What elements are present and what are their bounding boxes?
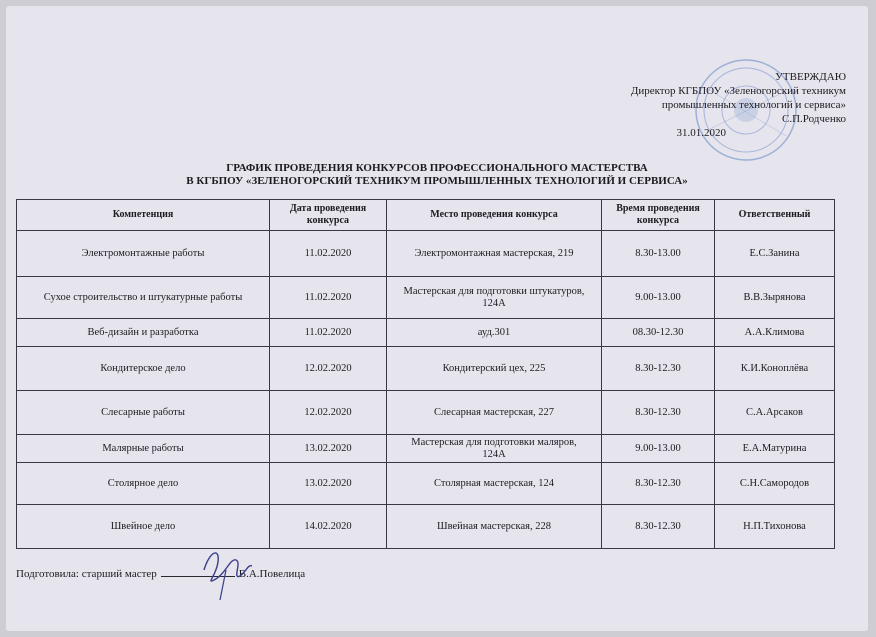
schedule-table [16, 199, 835, 549]
approval-heading: УТВЕРЖДАЮ [775, 71, 846, 83]
cell-responsible: В.В.Зырянова [715, 277, 835, 319]
cell-responsible: Е.С.Занина [715, 231, 835, 277]
header-date: Дата проведения конкурса [270, 200, 387, 231]
approval-line-1: Директор КГБПОУ «Зеленогорский техникум [630, 85, 846, 97]
cell-competence: Веб-дизайн и разработка [17, 319, 270, 347]
cell-place: Столярная мастерская, 124 [387, 463, 602, 505]
title-line-2: В КГБПОУ «ЗЕЛЕНОГОРСКИЙ ТЕХНИКУМ ПРОМЫШЛЕННЫХ ТЕХНОЛОГИЙ И СЕРВИСА» [186, 175, 688, 187]
cell-competence: Сухое строительство и штукатурные работы [17, 277, 270, 319]
cell-responsible: К.И.Коноплёва [715, 347, 835, 391]
cell-place: Мастерская для подготовки штукатуров, 124А [387, 277, 602, 319]
cell-responsible: А.А.Климова [715, 319, 835, 347]
approval-block [546, 70, 846, 140]
cell-competence: Электромонтажные работы [17, 231, 270, 277]
cell-place: Электромонтажная мастерская, 219 [387, 231, 602, 277]
cell-time: 8.30-12.30 [602, 347, 715, 391]
header-place: Место проведения конкурса [387, 200, 602, 231]
document-page [6, 6, 868, 631]
cell-place: Кондитерский цех, 225 [387, 347, 602, 391]
approval-line-2: промышленных технологий и сервиса» [661, 99, 846, 111]
approval-signer: С.П.Родченко [782, 113, 846, 125]
handwritten-signature [196, 540, 260, 604]
cell-date: 12.02.2020 [270, 347, 387, 391]
cell-responsible: С.А.Арсаков [715, 391, 835, 435]
cell-competence: Швейное дело [17, 505, 270, 549]
document-title [6, 162, 868, 188]
title-line-1: ГРАФИК ПРОВЕДЕНИЯ КОНКУРСОВ ПРОФЕССИОНАЛЬНОГО МАСТЕРСТВА [226, 162, 648, 174]
cell-competence: Малярные работы [17, 435, 270, 463]
cell-competence: Столярное дело [17, 463, 270, 505]
header-time: Время проведения конкурса [602, 200, 715, 231]
cell-date: 11.02.2020 [270, 231, 387, 277]
prepared-name: В.А.Повелица [238, 568, 306, 580]
cell-date: 12.02.2020 [270, 391, 387, 435]
cell-time: 8.30-13.00 [602, 231, 715, 277]
table-row [17, 435, 835, 463]
table-row [17, 231, 835, 277]
cell-time: 9.00-13.00 [602, 277, 715, 319]
prepared-label: Подготовила: старший мастер [16, 568, 157, 580]
cell-time: 08.30-12.30 [602, 319, 715, 347]
cell-responsible: Н.П.Тихонова [715, 505, 835, 549]
table-row [17, 277, 835, 319]
table-row [17, 347, 835, 391]
cell-time: 8.30-12.30 [602, 391, 715, 435]
cell-place: Мастерская для подготовки маляров, 124А [387, 435, 602, 463]
cell-time: 8.30-12.30 [602, 505, 715, 549]
cell-date: 14.02.2020 [270, 505, 387, 549]
cell-date: 13.02.2020 [270, 435, 387, 463]
cell-place: Слесарная мастерская, 227 [387, 391, 602, 435]
table-header-row [17, 200, 835, 231]
prepared-by [16, 566, 305, 580]
cell-competence: Слесарные работы [17, 391, 270, 435]
cell-time: 9.00-13.00 [602, 435, 715, 463]
cell-competence: Кондитерское дело [17, 347, 270, 391]
table-row [17, 463, 835, 505]
cell-place: Швейная мастерская, 228 [387, 505, 602, 549]
cell-date: 11.02.2020 [270, 319, 387, 347]
header-competence: Компетенция [17, 200, 270, 231]
cell-place: ауд.301 [387, 319, 602, 347]
cell-date: 11.02.2020 [270, 277, 387, 319]
table-row [17, 319, 835, 347]
header-responsible: Ответственный [715, 200, 835, 231]
table-row [17, 505, 835, 549]
cell-time: 8.30-12.30 [602, 463, 715, 505]
cell-date: 13.02.2020 [270, 463, 387, 505]
cell-responsible: С.Н.Самородов [715, 463, 835, 505]
approval-date: 31.01.2020 [676, 127, 726, 139]
cell-responsible: Е.А.Матурина [715, 435, 835, 463]
table-row [17, 391, 835, 435]
